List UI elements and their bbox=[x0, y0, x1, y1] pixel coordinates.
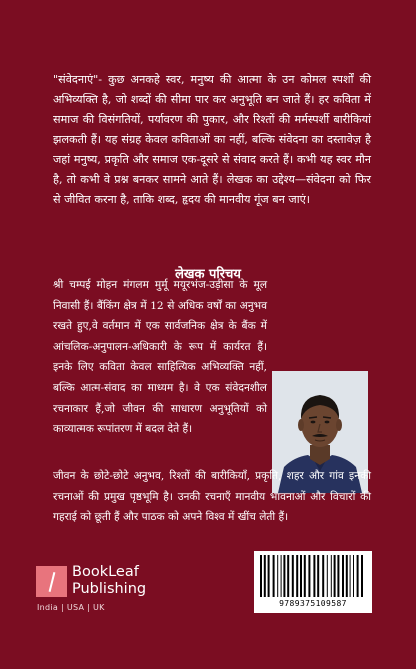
publisher-name bbox=[72, 564, 146, 598]
publisher-logo bbox=[36, 563, 176, 613]
barcode-bars bbox=[258, 555, 368, 597]
bookleaf-logo-icon bbox=[36, 566, 67, 597]
publisher-name-line2: Publishing bbox=[72, 581, 147, 597]
publisher-regions: India | USA | UK bbox=[37, 603, 105, 612]
author-section-heading: लेखक परिचय bbox=[175, 267, 241, 282]
publisher-name-line1: BookLeaf bbox=[72, 564, 139, 580]
isbn-barcode bbox=[254, 551, 372, 613]
author-bio-main: श्री चम्पई मोहन मंगलम मुर्मू मयूरभंज-उड़ीसा के मूल निवासी हैं। बैंकिंग क्षेत्र में 12 से अधिक वर्षों का अनुभव रखते हुए,वे वर्तमान में एक सार्वजनिक क्षेत्र के बैंक में आंचलिक-अनुपालन-अधिकारी के रूप में कार्यरत हैं। इनके लिए कविता केवल साहित्यिक अभिव्यक्ति नहीं, बल्कि आत्म-संवाद का माध्यम है। वे एक संवेदनशील रचनाकार हैं,जो जीवन की साधारण अनुभूतियों को काव्यात्मक रूपांतरण में बदल देते हैं। bbox=[53, 279, 267, 436]
back-cover-blurb: "संवेदनाएं"- कुछ अनकहे स्वर, मनुष्य की आत्मा के उन कोमल स्पर्शों की अभिव्यक्ति है, जो शब्दों की सीमा पार कर अनुभूति बन जाते हैं। हर कविता में समाज की विसंगतियों, पर्यावरण की पुकार, और रिश्तों की मर्मस्पर्शी बारीकियां झलकती हैं। यह संग्रह केवल कविताओं का नहीं, बल्कि संवेदना का दस्तावेज़ है जहां मनुष्य, प्रकृति और समाज एक-दूसरे से संवाद करते हैं। कभी यह स्वर मौन है, तो कभी वे प्रश्न बनकर सामने आते हैं। लेखक का उद्देश्य—संवेदना को फिर से जीवित करना है, ताकि शब्द, हृदय की मानवीय गूंज बन जाएं। bbox=[53, 73, 371, 206]
author-bio-continued: जीवन के छोटे-छोटे अनुभव, रिश्तों की बारीकियाँ, प्रकृति, शहर और गांव इनकी रचनाओं की प्रमुख पृष्ठभूमि है। उनकी रचनाएँ मानवीय भावनाओं और विचारों की गहराई को छूती हैं और पाठक को अपने विश्व में खींच लेती हैं। bbox=[53, 470, 371, 524]
isbn-number: 9789375109587 bbox=[279, 599, 347, 608]
